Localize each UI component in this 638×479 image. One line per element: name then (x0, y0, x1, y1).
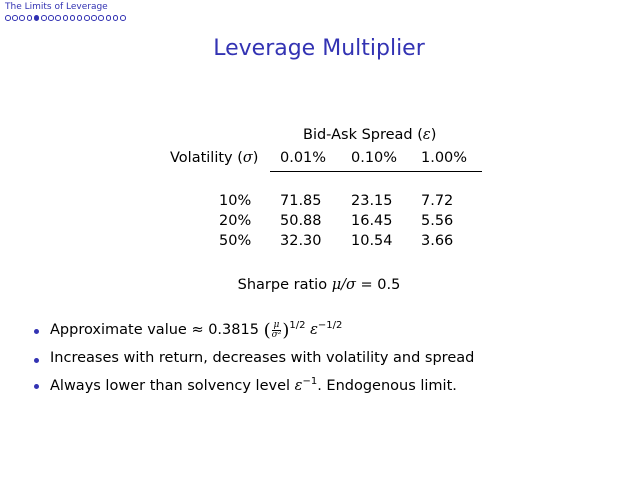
bullet-text: Increases with return, decreases with volatility and spread (50, 350, 475, 366)
approximation-text: Approximate value ≈ 0.3815 (50, 322, 259, 338)
bullet-icon (34, 384, 39, 389)
presentation-title[interactable]: The Limits of Leverage (5, 2, 108, 12)
epsilon-symbol: ε (422, 127, 431, 143)
exponent-neg-one: −1 (302, 376, 318, 387)
cell-2-1: 10.54 (351, 233, 393, 249)
row-label-0: 10% (219, 193, 252, 209)
cell-0-0: 71.85 (280, 193, 322, 209)
bullet-text (50, 320, 342, 341)
row-label-2: 50% (219, 233, 252, 249)
group-header-close: ) (430, 127, 437, 143)
fraction-denominator: σ² (271, 329, 282, 340)
cell-1-0: 50.88 (280, 213, 322, 229)
column-header-1: 0.10% (351, 150, 398, 166)
bullet-icon (34, 329, 39, 334)
endogenous-limit-text: . Endogenous limit. (317, 377, 457, 394)
column-header-2: 1.00% (421, 150, 468, 166)
exponent-neg-half: −1/2 (317, 320, 343, 332)
right-paren: ) (282, 320, 290, 341)
cell-0-2: 7.72 (421, 193, 454, 209)
epsilon-symbol: ε (294, 377, 303, 394)
table-group-header (303, 127, 436, 143)
cell-2-0: 32.30 (280, 233, 322, 249)
table-row-header (170, 150, 258, 166)
group-header-label: Bid-Ask Spread ( (303, 127, 423, 143)
exponent-half: 1/2 (289, 320, 306, 332)
cell-2-2: 3.66 (421, 233, 454, 249)
cell-1-1: 16.45 (351, 213, 393, 229)
solvency-text: Always lower than solvency level (50, 377, 295, 394)
row-header-label: Volatility ( (170, 150, 243, 166)
sharpe-formula: μ/σ (331, 277, 356, 293)
left-paren: ( (263, 320, 271, 341)
mu-over-sigma-squared (272, 321, 282, 340)
bullet-icon (34, 358, 39, 363)
cell-0-1: 23.15 (351, 193, 393, 209)
sharpe-label: Sharpe ratio (237, 277, 332, 293)
slide-title: Leverage Multiplier (213, 36, 425, 61)
bullet-text (50, 376, 457, 394)
column-header-0: 0.01% (280, 150, 327, 166)
sigma-symbol: σ (242, 150, 253, 166)
column-header-underline (270, 171, 482, 172)
fraction-numerator: μ (273, 319, 280, 330)
row-label-1: 20% (219, 213, 252, 229)
cell-1-2: 5.56 (421, 213, 454, 229)
sharpe-value: = 0.5 (355, 277, 401, 293)
row-header-close: ) (252, 150, 259, 166)
epsilon-symbol: ε (310, 322, 318, 338)
sharpe-ratio-note (0, 277, 638, 293)
